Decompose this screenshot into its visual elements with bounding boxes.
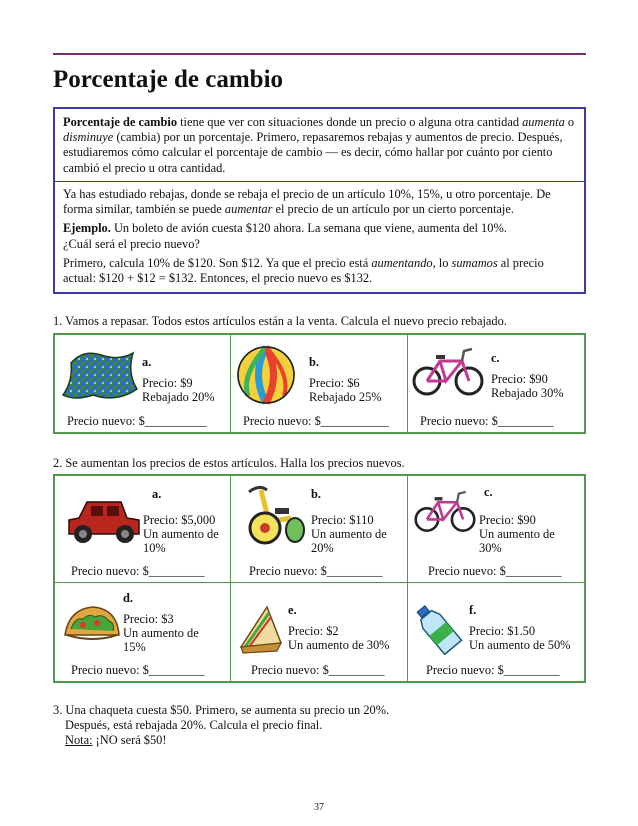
item-price: Precio: $5,000 bbox=[143, 513, 216, 527]
answer-blank[interactable]: Precio nuevo: $_________ bbox=[71, 663, 205, 677]
item-percent: 15% bbox=[123, 640, 146, 654]
q3-line2: Después, está rebajada 20%. Calcula el precio final. bbox=[65, 718, 323, 732]
q1-item-b bbox=[231, 335, 408, 432]
q1-prompt: 1. Vamos a repasar. Todos estos artículos están a la venta. Calcula el nuevo precio rebajado. bbox=[53, 314, 507, 328]
item-letter: d. bbox=[123, 591, 133, 605]
blanket-icon bbox=[61, 345, 141, 405]
p3-text: al precio bbox=[497, 255, 544, 270]
item-change: Un aumento de bbox=[311, 527, 387, 541]
bicycle-icon bbox=[412, 343, 484, 397]
beach-ball-icon bbox=[235, 344, 297, 406]
item-details bbox=[469, 624, 571, 652]
water-bottle-icon bbox=[414, 599, 466, 655]
intro-text: (cambia) por un porcentaje. Primero, repasaremos rebajas y aumentos de precio. Después, estudiaremos cómo calcular el porcentaje de cambio — es decir, cómo hallar por cuánto por ciento cambió el precio u otra cantidad. bbox=[63, 130, 563, 175]
sandwich-icon bbox=[237, 603, 285, 655]
tricycle-icon bbox=[239, 482, 309, 548]
p3-text: Primero, calcula 10% de $120. Son $12. Ya que el precio está bbox=[63, 255, 372, 270]
bicycle-icon bbox=[414, 486, 476, 534]
item-change: Un aumento de 30% bbox=[288, 638, 390, 652]
q2-item-c bbox=[408, 476, 584, 583]
intro-text: o bbox=[564, 115, 575, 129]
q2-item-e bbox=[231, 583, 408, 681]
intro-definition bbox=[55, 109, 584, 182]
intro-paragraph-2 bbox=[63, 221, 576, 251]
q3-line1: 3. Una chaqueta cuesta $50. Primero, se aumenta su precio un 20%. bbox=[53, 703, 390, 717]
item-letter: c. bbox=[491, 351, 500, 365]
answer-blank[interactable]: Precio nuevo: $___________ bbox=[243, 414, 389, 428]
intro-aumenta: aumenta bbox=[522, 115, 565, 129]
item-change: Rebajado 20% bbox=[142, 390, 215, 404]
p3-line2: actual: $120 + $12 = $132. Entonces, el precio nuevo es $132. bbox=[63, 271, 373, 286]
item-price: Precio: $6 bbox=[309, 376, 360, 390]
item-details bbox=[123, 612, 199, 654]
title-rule bbox=[53, 53, 586, 55]
item-change: Un aumento de bbox=[123, 626, 199, 640]
item-change: Un aumento de bbox=[143, 527, 219, 541]
q1-item-c bbox=[408, 335, 584, 432]
p3-aumentando: aumentando bbox=[371, 255, 433, 270]
answer-blank[interactable]: Precio nuevo: $_________ bbox=[249, 564, 383, 578]
item-change: Un aumento de bbox=[479, 527, 555, 541]
answer-blank[interactable]: Precio nuevo: $_________ bbox=[420, 414, 554, 428]
answer-blank[interactable]: Precio nuevo: $__________ bbox=[67, 414, 207, 428]
item-price: Precio: $1.50 bbox=[469, 624, 536, 638]
intro-text: tiene que ver con situaciones donde un precio o alguna otra cantidad bbox=[177, 115, 523, 129]
item-details bbox=[143, 513, 219, 555]
q3-note bbox=[53, 733, 389, 748]
ejemplo-text: Un boleto de avión cuesta $120 ahora. La semana que viene, aumenta del 10%. bbox=[110, 221, 507, 236]
p1-aumentar: aumentar bbox=[224, 202, 273, 217]
q1-item-a bbox=[55, 335, 231, 432]
item-letter: e. bbox=[288, 603, 297, 617]
intro-disminuye: disminuye bbox=[63, 130, 114, 145]
intro-example bbox=[55, 182, 584, 286]
q2-prompt: 2. Se aumentan los precios de estos artículos. Halla los precios nuevos. bbox=[53, 456, 405, 470]
q1-grid bbox=[53, 333, 586, 434]
jeep-icon bbox=[65, 494, 143, 546]
note-text: ¡NO será $50! bbox=[92, 733, 167, 747]
item-letter: a. bbox=[142, 355, 152, 369]
taco-icon bbox=[61, 603, 123, 645]
ejemplo-question: ¿Cuál será el precio nuevo? bbox=[63, 236, 200, 251]
item-price: Precio: $90 bbox=[491, 372, 548, 386]
q2-item-a bbox=[55, 476, 231, 583]
item-details bbox=[311, 513, 387, 555]
note-label: Nota: bbox=[65, 733, 93, 747]
q3 bbox=[53, 703, 389, 748]
ejemplo-label: Ejemplo. bbox=[63, 221, 111, 236]
intro-box bbox=[53, 107, 586, 294]
item-percent: 30% bbox=[479, 541, 502, 555]
item-letter: c. bbox=[484, 485, 493, 499]
q2-item-b bbox=[231, 476, 408, 583]
answer-blank[interactable]: Precio nuevo: $_________ bbox=[426, 663, 560, 677]
item-details bbox=[491, 372, 564, 400]
p1-text: Ya has estudiado rebajas, donde se rebaja el precio de un artículo 10%, 15%, u otro porcentaje. De forma similar, también se puede bbox=[63, 187, 551, 217]
p3-text: , lo bbox=[432, 255, 452, 270]
intro-term: Porcentaje de cambio bbox=[63, 115, 178, 129]
item-details bbox=[288, 624, 390, 652]
p1-text: el precio de un artículo por un cierto porcentaje. bbox=[272, 202, 514, 217]
q2-grid bbox=[53, 474, 586, 683]
item-details bbox=[479, 513, 555, 555]
page-number: 37 bbox=[314, 802, 324, 813]
item-price: Precio: $9 bbox=[142, 376, 193, 390]
p3-sumamos: sumamos bbox=[451, 255, 498, 270]
item-percent: 20% bbox=[311, 541, 334, 555]
item-letter: a. bbox=[152, 487, 162, 501]
item-change: Rebajado 30% bbox=[491, 386, 564, 400]
item-change: Un aumento de 50% bbox=[469, 638, 571, 652]
intro-paragraph-3 bbox=[63, 256, 576, 286]
item-letter: b. bbox=[309, 355, 319, 369]
answer-blank[interactable]: Precio nuevo: $_________ bbox=[71, 564, 205, 578]
item-price: Precio: $110 bbox=[311, 513, 374, 527]
item-change: Rebajado 25% bbox=[309, 390, 382, 404]
item-details bbox=[309, 376, 382, 404]
item-price: Precio: $90 bbox=[479, 513, 536, 527]
q2-item-f bbox=[408, 583, 584, 681]
answer-blank[interactable]: Precio nuevo: $_________ bbox=[428, 564, 562, 578]
page-title: Porcentaje de cambio bbox=[53, 66, 284, 93]
item-details bbox=[142, 376, 215, 404]
item-letter: b. bbox=[311, 487, 321, 501]
item-price: Precio: $2 bbox=[288, 624, 339, 638]
item-percent: 10% bbox=[143, 541, 166, 555]
intro-paragraph-1 bbox=[63, 187, 576, 217]
answer-blank[interactable]: Precio nuevo: $_________ bbox=[251, 663, 385, 677]
item-letter: f. bbox=[469, 603, 477, 617]
item-price: Precio: $3 bbox=[123, 612, 174, 626]
q2-item-d bbox=[55, 583, 231, 681]
